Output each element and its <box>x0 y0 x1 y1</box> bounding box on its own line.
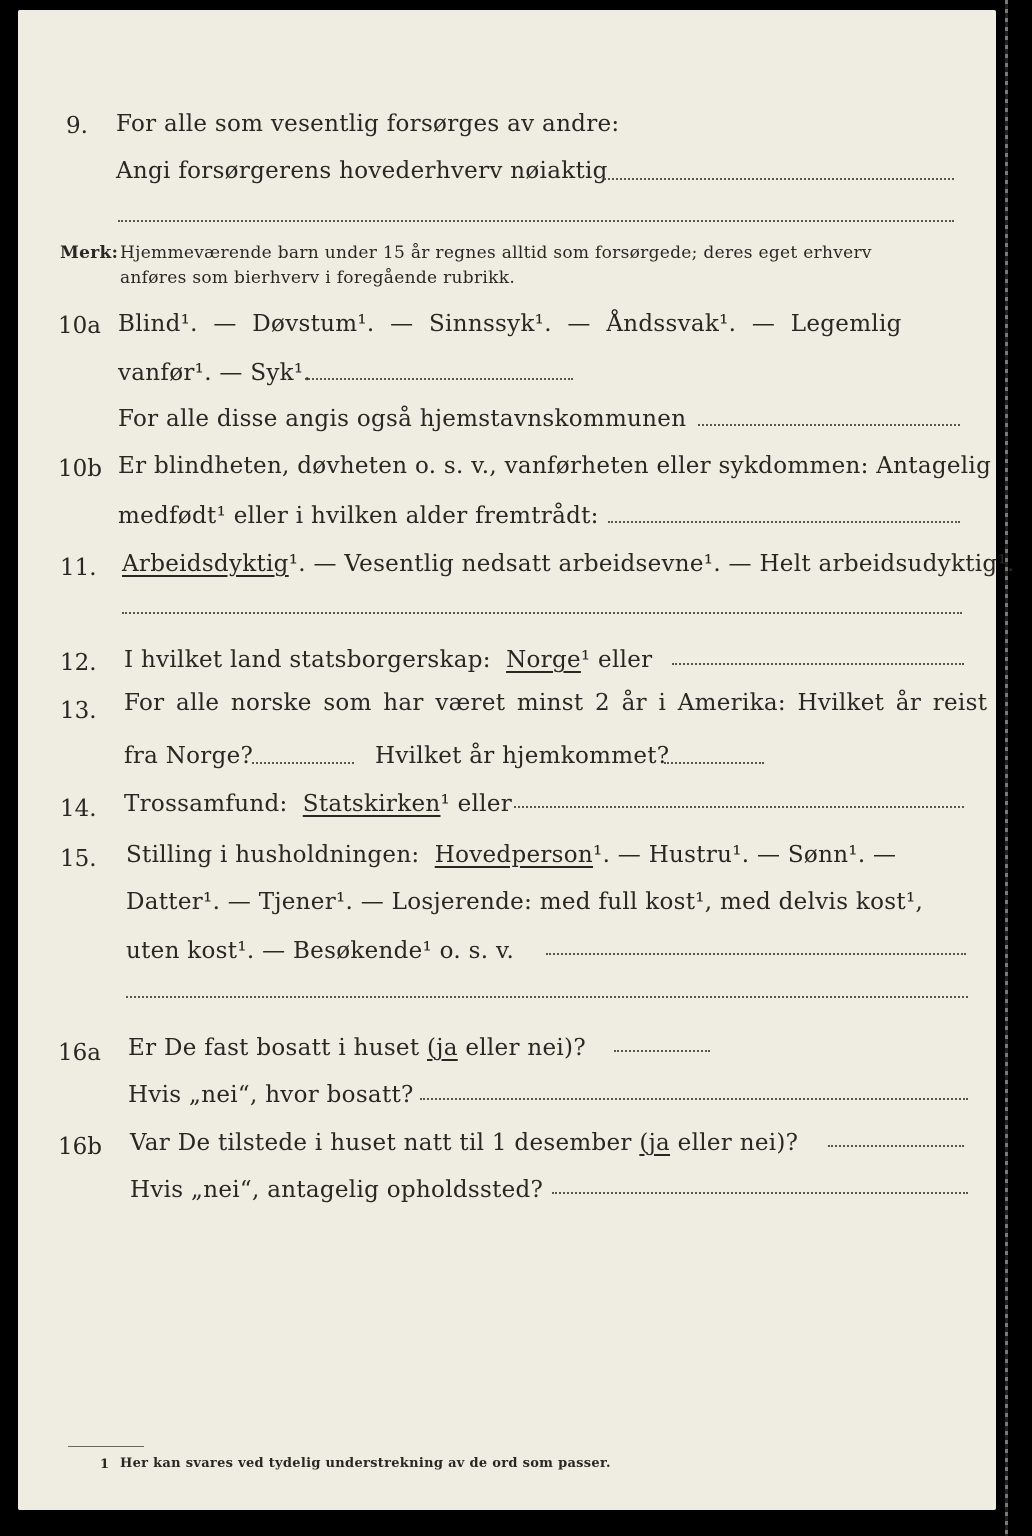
q15-answer-line[interactable] <box>546 953 966 955</box>
q14-prefix: Trossamfund: <box>124 791 288 817</box>
q11-line1 <box>122 551 1015 577</box>
q16a-prefix: Er De fast bosatt i huset <box>128 1035 420 1061</box>
merk-line2: anføres som bierhverv i foregående rubrikk. <box>120 268 516 288</box>
q16b-selected-ja: (ja <box>639 1130 671 1156</box>
q16b-answer-line[interactable] <box>828 1145 964 1147</box>
q10b-number: 10b <box>58 456 102 482</box>
q16a-selected-ja: (ja <box>427 1035 458 1061</box>
q10a-number: 10a <box>58 313 101 339</box>
q13-hjemkommet-answer-line[interactable] <box>664 762 764 764</box>
q12-line <box>124 647 652 673</box>
q10a-line3: For alle disse angis også hjemstavnskommunen <box>118 406 687 432</box>
merk-label: Merk: <box>60 243 119 263</box>
q10a-answer-line[interactable] <box>305 378 573 380</box>
q10b-line2: medfødt¹ eller i hvilken alder fremtrådt: <box>118 503 599 529</box>
q16b-opholdssted-answer-line[interactable] <box>552 1192 968 1194</box>
q13-line2a: fra Norge? <box>124 743 254 769</box>
q14-selected-statskirken: Statskirken <box>302 791 441 817</box>
q15-prefix: Stilling i husholdningen: <box>126 842 420 868</box>
q10a-hjemstavn-line[interactable] <box>698 424 960 426</box>
q11-selected-arbeidsdyktig: Arbeidsdyktig <box>122 551 289 577</box>
merk-line1: Hjemmeværende barn under 15 år regnes alltid som forsørgede; deres eget erhverv <box>120 243 872 263</box>
q14-answer-line[interactable] <box>514 806 964 808</box>
q15-selected-hovedperson: Hovedperson <box>434 842 594 868</box>
q16a-line2: Hvis „nei“, hvor bosatt? <box>128 1082 414 1108</box>
q9-answer-line-2[interactable] <box>118 220 954 222</box>
q12-selected-norge: Norge <box>506 647 581 673</box>
footnote-mark: 1 <box>100 1457 110 1472</box>
q15-line2: Datter¹. — Tjener¹. — Losjerende: med full kost¹, med delvis kost¹, <box>126 889 924 915</box>
q11-number: 11. <box>60 555 97 581</box>
q14-number: 14. <box>60 796 97 822</box>
q16b-suffix: eller nei)? <box>670 1130 799 1156</box>
q13-line2b: Hvilket år hjemkommet? <box>375 743 670 769</box>
q15-answer-line-2[interactable] <box>126 996 968 998</box>
q12-prefix: I hvilket land statsborgerskap: <box>124 647 491 673</box>
q16b-prefix: Var De tilstede i huset natt til 1 desember <box>130 1130 632 1156</box>
q15-number: 15. <box>60 846 97 872</box>
q9-line1: For alle som vesentlig forsørges av andre: <box>116 111 620 137</box>
page-edge <box>998 0 1032 1536</box>
q14-line <box>124 791 512 817</box>
q16a-line1 <box>128 1035 586 1061</box>
q10a-line2: vanfør¹. — Syk¹. <box>118 360 312 386</box>
q12-answer-line[interactable] <box>672 663 964 665</box>
q16a-suffix: eller nei)? <box>457 1035 586 1061</box>
q15-suffix: ¹. — Hustru¹. — Sønn¹. — <box>593 842 897 868</box>
q10b-line1: Er blindheten, døvheten o. s. v., vanførheten eller sykdommen: Antagelig <box>118 453 992 479</box>
q14-suffix: ¹ eller <box>440 791 513 817</box>
q13-number: 13. <box>60 698 97 724</box>
q16b-line1 <box>130 1130 798 1156</box>
footnote-text: Her kan svares ved tydelig understrekning av de ord som passer. <box>120 1456 611 1471</box>
q13-reist-answer-line[interactable] <box>252 762 354 764</box>
q16a-number: 16a <box>58 1040 101 1066</box>
footnote-rule <box>68 1446 144 1447</box>
q16b-line2: Hvis „nei“, antagelig opholdssted? <box>130 1177 544 1203</box>
q9-line2: Angi forsørgerens hovederhverv nøiaktig <box>116 158 608 184</box>
perforated-edge <box>1005 0 1008 1536</box>
q12-suffix: ¹ eller <box>580 647 653 673</box>
q16a-answer-line[interactable] <box>614 1050 710 1052</box>
q16a-bosatt-answer-line[interactable] <box>420 1098 968 1100</box>
q15-line3: uten kost¹. — Besøkende¹ o. s. v. <box>126 938 515 964</box>
q12-number: 12. <box>60 650 97 676</box>
q15-line1 <box>126 842 896 868</box>
q9-number: 9. <box>66 113 88 139</box>
q11-rest: ¹. — Vesentlig nedsatt arbeidsevne¹. — Helt arbeidsudyktig¹. <box>288 551 1015 577</box>
q13-line1: For alle norske som har været minst 2 år i Amerika: Hvilket år reist <box>124 690 988 716</box>
q11-answer-line[interactable] <box>122 612 962 614</box>
q10b-answer-line[interactable] <box>608 521 960 523</box>
q16b-number: 16b <box>58 1134 102 1160</box>
q10a-line1: Blind¹. — Døvstum¹. — Sinnssyk¹. — Åndssvak¹. — Legemlig <box>118 311 902 337</box>
q9-answer-line[interactable] <box>604 178 954 180</box>
